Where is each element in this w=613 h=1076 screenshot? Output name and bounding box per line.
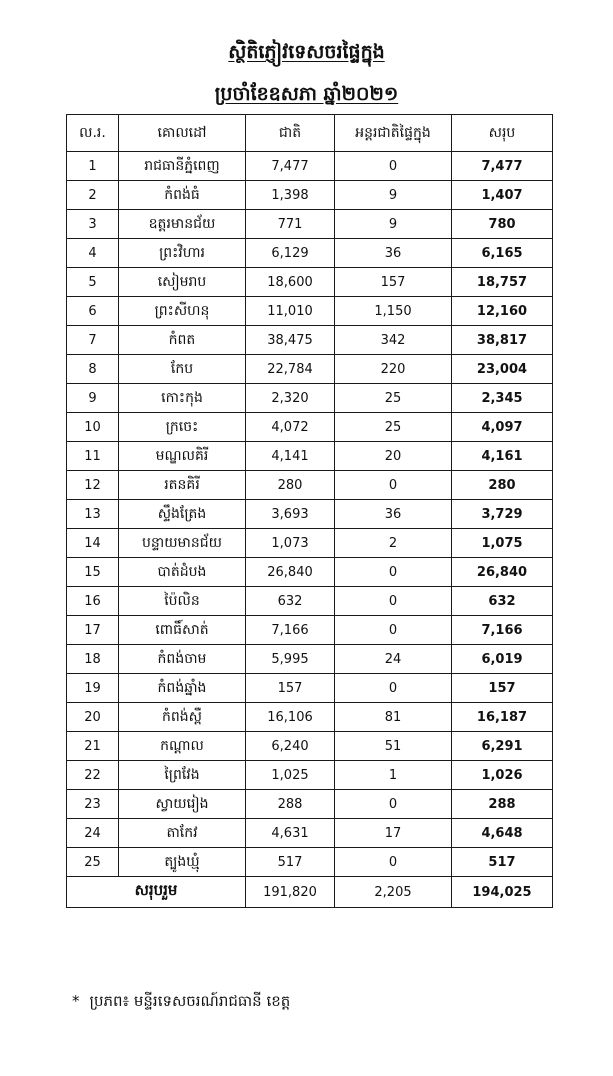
cell-no: 12 [67,471,119,500]
cell-international: 0 [335,152,452,181]
table-row [67,616,553,645]
cell-no: 4 [67,239,119,268]
cell-no: 17 [67,616,119,645]
cell-total: 6,165 [452,239,553,268]
table-row [67,500,553,529]
cell-province: ស្វាយរៀង [119,790,246,819]
cell-domestic: 6,240 [246,732,335,761]
cell-international: 0 [335,587,452,616]
cell-international: 9 [335,210,452,239]
cell-province: ព្រះសីហនុ [119,297,246,326]
cell-domestic: 3,693 [246,500,335,529]
cell-domestic: 280 [246,471,335,500]
cell-province: កោះកុង [119,384,246,413]
cell-province: កែប [119,355,246,384]
cell-total: 4,648 [452,819,553,848]
cell-international: 0 [335,616,452,645]
cell-total: 288 [452,790,553,819]
cell-domestic: 1,025 [246,761,335,790]
cell-no: 22 [67,761,119,790]
cell-total: 780 [452,210,553,239]
header-row [67,115,553,152]
cell-domestic: 4,072 [246,413,335,442]
cell-total: 2,345 [452,384,553,413]
cell-no: 23 [67,790,119,819]
totals-international: 2,205 [335,877,452,908]
cell-international: 157 [335,268,452,297]
cell-no: 11 [67,442,119,471]
cell-international: 9 [335,181,452,210]
cell-total: 517 [452,848,553,877]
cell-international: 0 [335,471,452,500]
table-row [67,732,553,761]
table-row [67,239,553,268]
cell-total: 4,161 [452,442,553,471]
cell-international: 0 [335,674,452,703]
cell-international: 1 [335,761,452,790]
cell-no: 15 [67,558,119,587]
cell-total: 3,729 [452,500,553,529]
table-row [67,674,553,703]
cell-international: 36 [335,239,452,268]
cell-province: ក្រចេះ [119,413,246,442]
cell-international: 0 [335,790,452,819]
cell-total: 6,291 [452,732,553,761]
cell-international: 2 [335,529,452,558]
footnote-text: ប្រភព៖ មន្ទីរទេសចរណ៍រាជធានី ខេត្ត [89,992,291,1010]
cell-international: 25 [335,384,452,413]
totals-domestic: 191,820 [246,877,335,908]
cell-domestic: 2,320 [246,384,335,413]
cell-international: 25 [335,413,452,442]
cell-province: កំពង់ធំ [119,181,246,210]
cell-domestic: 288 [246,790,335,819]
table-row [67,181,553,210]
cell-domestic: 632 [246,587,335,616]
cell-domestic: 22,784 [246,355,335,384]
cell-no: 10 [67,413,119,442]
cell-international: 220 [335,355,452,384]
cell-province: កំពង់ឆ្នាំង [119,674,246,703]
cell-province: រតនគិរី [119,471,246,500]
table-row [67,268,553,297]
title-line-1: ស្ថិតិភ្ញៀវទេសចរផ្ទៃក្នុង [228,41,385,63]
title-line-2: ប្រចាំខែឧសភា ឆ្នាំ២០២១ [214,83,399,105]
cell-domestic: 1,073 [246,529,335,558]
cell-province: ព្រៃវែង [119,761,246,790]
cell-domestic: 517 [246,848,335,877]
cell-total: 38,817 [452,326,553,355]
cell-province: តាកែវ [119,819,246,848]
table-row [67,703,553,732]
cell-domestic: 6,129 [246,239,335,268]
cell-domestic: 11,010 [246,297,335,326]
cell-province: រាជធានីភ្នំពេញ [119,152,246,181]
table-row [67,529,553,558]
table-row [67,297,553,326]
cell-no: 9 [67,384,119,413]
cell-no: 19 [67,674,119,703]
header-total: សរុប [452,115,553,152]
cell-domestic: 4,631 [246,819,335,848]
cell-total: 18,757 [452,268,553,297]
cell-no: 5 [67,268,119,297]
cell-international: 36 [335,500,452,529]
cell-province: មណ្ឌលគិរី [119,442,246,471]
cell-no: 13 [67,500,119,529]
cell-international: 24 [335,645,452,674]
cell-no: 21 [67,732,119,761]
table-row [67,442,553,471]
cell-total: 23,004 [452,355,553,384]
cell-total: 7,166 [452,616,553,645]
cell-total: 632 [452,587,553,616]
header-no: ល.រ. [67,115,119,152]
cell-no: 1 [67,152,119,181]
footnote-marker: * [72,992,80,1010]
table-row [67,152,553,181]
cell-international: 51 [335,732,452,761]
cell-province: កណ្តាល [119,732,246,761]
cell-province: ព្រះវិហារ [119,239,246,268]
totals-row [67,877,553,908]
cell-total: 12,160 [452,297,553,326]
table-row [67,355,553,384]
cell-no: 20 [67,703,119,732]
cell-province: ប៉ៃលិន [119,587,246,616]
cell-international: 1,150 [335,297,452,326]
cell-no: 16 [67,587,119,616]
cell-province: បាត់ដំបង [119,558,246,587]
cell-total: 1,075 [452,529,553,558]
cell-international: 81 [335,703,452,732]
cell-domestic: 157 [246,674,335,703]
cell-province: ពោធិ៍សាត់ [119,616,246,645]
table-row [67,413,553,442]
table-body [67,152,553,877]
table-row [67,645,553,674]
cell-domestic: 5,995 [246,645,335,674]
cell-total: 157 [452,674,553,703]
table-row [67,471,553,500]
header-international: អន្តរជាតិផ្ទៃក្នុង [335,115,452,152]
cell-no: 25 [67,848,119,877]
totals-label: សរុបរួម [67,877,246,908]
cell-province: កំពង់ចាម [119,645,246,674]
cell-total: 6,019 [452,645,553,674]
cell-province: កំពង់ស្ពឺ [119,703,246,732]
cell-province: ត្បូងឃ្មុំ [119,848,246,877]
cell-domestic: 26,840 [246,558,335,587]
cell-total: 1,026 [452,761,553,790]
table-row [67,326,553,355]
cell-international: 0 [335,558,452,587]
cell-no: 8 [67,355,119,384]
cell-province: បន្ទាយមានជ័យ [119,529,246,558]
cell-domestic: 16,106 [246,703,335,732]
cell-international: 342 [335,326,452,355]
cell-international: 17 [335,819,452,848]
cell-domestic: 38,475 [246,326,335,355]
header-province: គោលដៅ [119,115,246,152]
table-row [67,790,553,819]
statistics-table [66,114,553,908]
source-footnote [72,992,290,1014]
cell-international: 20 [335,442,452,471]
cell-domestic: 7,477 [246,152,335,181]
cell-domestic: 7,166 [246,616,335,645]
cell-total: 1,407 [452,181,553,210]
cell-province: ស្ទឹងត្រែង [119,500,246,529]
cell-no: 18 [67,645,119,674]
cell-no: 7 [67,326,119,355]
cell-no: 24 [67,819,119,848]
cell-province: កំពត [119,326,246,355]
table-row [67,819,553,848]
cell-no: 2 [67,181,119,210]
cell-domestic: 1,398 [246,181,335,210]
table-row [67,210,553,239]
cell-total: 4,097 [452,413,553,442]
table-row [67,587,553,616]
table-row [67,558,553,587]
cell-international: 0 [335,848,452,877]
cell-domestic: 4,141 [246,442,335,471]
cell-domestic: 771 [246,210,335,239]
cell-total: 7,477 [452,152,553,181]
table-row [67,761,553,790]
cell-domestic: 18,600 [246,268,335,297]
cell-total: 26,840 [452,558,553,587]
totals-total: 194,025 [452,877,553,908]
cell-province: សៀមរាប [119,268,246,297]
cell-total: 16,187 [452,703,553,732]
cell-no: 6 [67,297,119,326]
header-domestic: ជាតិ [246,115,335,152]
table-row [67,384,553,413]
cell-province: ឧត្តរមានជ័យ [119,210,246,239]
cell-no: 14 [67,529,119,558]
cell-total: 280 [452,471,553,500]
cell-no: 3 [67,210,119,239]
table-row [67,848,553,877]
